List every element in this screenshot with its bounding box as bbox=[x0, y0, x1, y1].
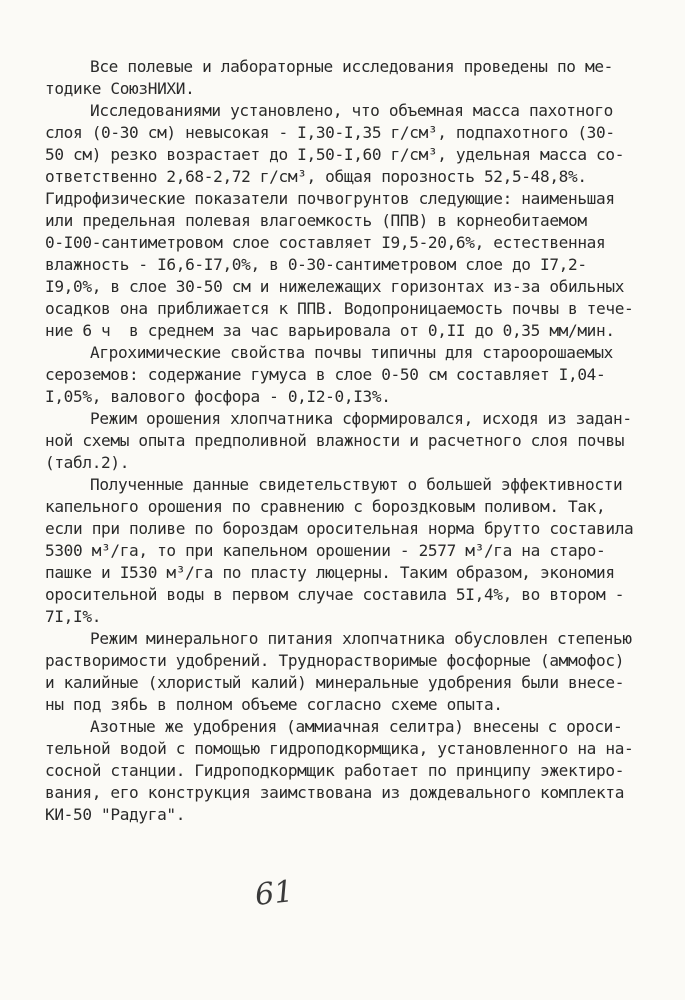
text-line: вания, его конструкция заимствована из дождевального комплекта bbox=[45, 783, 625, 802]
text-line: капельного орошения по сравнению с бороздковым поливом. Так, bbox=[45, 497, 606, 516]
text-line: Исследованиями установлено, что объемная масса пахотного bbox=[90, 101, 613, 120]
text-line: ответственно 2,68-2,72 г/см³, общая порозность 52,5-48,8%. bbox=[45, 167, 587, 186]
text-line: ны под зябь в полном объеме согласно схеме опыта. bbox=[45, 695, 503, 714]
text-line: Агрохимические свойства почвы типичны для староорошаемых bbox=[90, 343, 613, 362]
text-line: и калийные (хлористый калий) минеральные удобрения были внесе- bbox=[45, 673, 625, 692]
text-line: Гидрофизические показатели почвогрунтов следующие: наименьшая bbox=[45, 189, 615, 208]
text-line: осадков она приближается к ППВ. Водопроницаемость почвы в тече- bbox=[45, 299, 634, 318]
text-line: 50 см) резко возрастает до I,50-I,60 г/см³, удельная масса со- bbox=[45, 145, 625, 164]
text-line: тодике СоюзНИХИ. bbox=[45, 79, 195, 98]
text-line: растворимости удобрений. Труднорастворимые фосфорные (аммофос) bbox=[45, 651, 625, 670]
text-line: Азотные же удобрения (аммиачная селитра) внесены с ороси- bbox=[90, 717, 623, 736]
text-line: ние 6 ч в среднем за час варьировала от 0,II до 0,35 мм/мин. bbox=[45, 321, 615, 340]
text-line: (табл.2). bbox=[45, 453, 130, 472]
text-line: оросительной воды в первом случае составила 5I,4%, во втором - bbox=[45, 585, 625, 604]
text-line: если при поливе по бороздам оросительная норма брутто составила bbox=[45, 519, 634, 538]
text-line: Режим орошения хлопчатника сформировался, исходя из задан- bbox=[90, 409, 632, 428]
text-line: ной схемы опыта предполивной влажности и расчетного слоя почвы bbox=[45, 431, 625, 450]
page-number: 61 bbox=[253, 874, 295, 913]
text-line: 5300 м³/га, то при капельном орошении - 2577 м³/га на старо- bbox=[45, 541, 606, 560]
text-line: сероземов: содержание гумуса в слое 0-50 см составляет I,04- bbox=[45, 365, 606, 384]
text-line: КИ-50 "Радуга". bbox=[45, 805, 186, 824]
text-line: пашке и I530 м³/га по пласту люцерны. Таким образом, экономия bbox=[45, 563, 615, 582]
text-line: I9,0%, в слое 30-50 см и нижележащих горизонтах из-за обильных bbox=[45, 277, 625, 296]
text-line: Полученные данные свидетельствуют о большей эффективности bbox=[90, 475, 623, 494]
text-line: влажность - I6,6-I7,0%, в 0-30-сантиметровом слое до I7,2- bbox=[45, 255, 587, 274]
text-line: или предельная полевая влагоемкость (ППВ) в корнеобитаемом bbox=[45, 211, 587, 230]
text-line: 0-I00-сантиметровом слое составляет I9,5-20,6%, естественная bbox=[45, 233, 606, 252]
text-line: сосной станции. Гидроподкормщик работает по принципу эжектиро- bbox=[45, 761, 625, 780]
text-line: Все полевые и лабораторные исследования проведены по ме- bbox=[90, 57, 613, 76]
text-line: I,05%, валового фосфора - 0,I2-0,I3%. bbox=[45, 387, 391, 406]
text-line: 7I,I%. bbox=[45, 607, 102, 626]
text-line: слоя (0-30 см) невысокая - I,30-I,35 г/см³, подпахотного (30- bbox=[45, 123, 615, 142]
text-line: тельной водой с помощью гидроподкормщика, установленного на на- bbox=[45, 739, 634, 758]
text-line: Режим минерального питания хлопчатника обусловлен степенью bbox=[90, 629, 632, 648]
